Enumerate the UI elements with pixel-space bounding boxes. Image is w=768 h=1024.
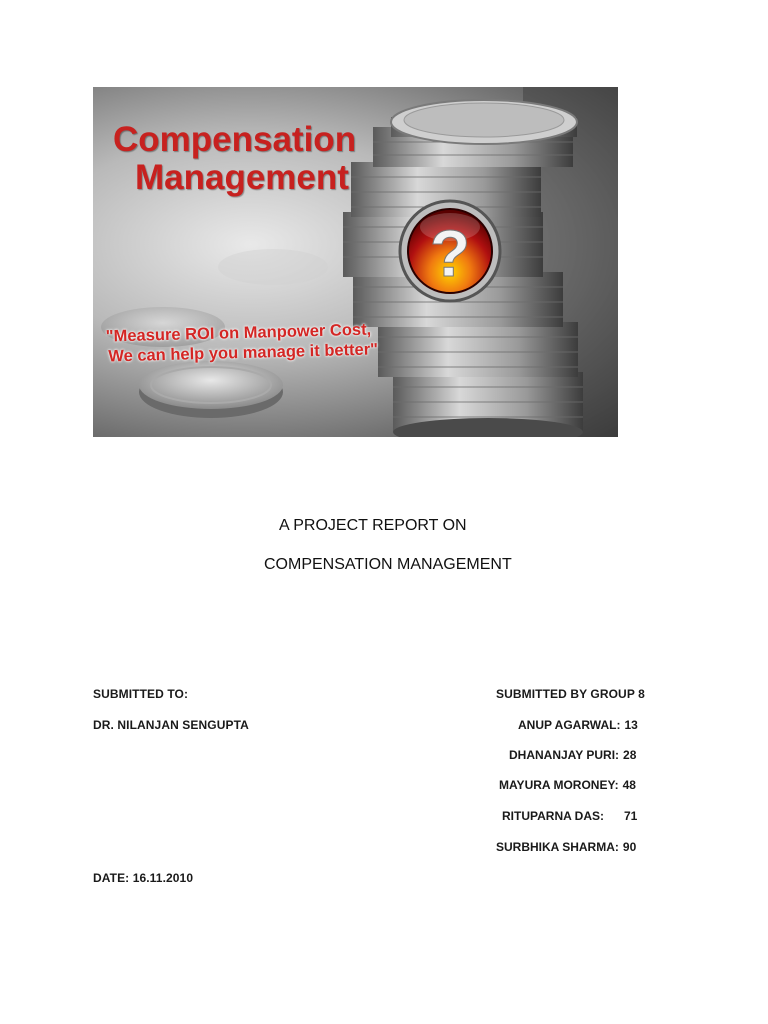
- report-heading-line1: A PROJECT REPORT ON: [279, 517, 467, 534]
- member-name: DHANANJAY PURI:: [509, 748, 620, 762]
- cover-tagline-line2: We can help you manage it better": [108, 340, 379, 366]
- report-heading-line2: COMPENSATION MANAGEMENT: [264, 556, 512, 573]
- member-roll: 48: [622, 778, 636, 792]
- member-name: RITUPARNA DAS:: [502, 809, 604, 823]
- submitted-by-label: SUBMITTED BY GROUP 8: [496, 687, 645, 701]
- member-row: [509, 748, 636, 762]
- member-roll: 13: [624, 718, 638, 732]
- member-row: [496, 840, 636, 854]
- member-row: [502, 809, 637, 823]
- submitted-to-name: DR. NILANJAN SENGUPTA: [93, 718, 249, 732]
- submitted-to-label: SUBMITTED TO:: [93, 687, 189, 701]
- report-date: DATE: 16.11.2010: [93, 871, 194, 885]
- member-name: MAYURA MORONEY:: [499, 778, 619, 792]
- cover-tagline: [106, 319, 379, 366]
- member-row: [518, 718, 638, 732]
- cover-title-line1: Compensation: [113, 120, 357, 159]
- question-mark-icon: [400, 201, 500, 301]
- member-row: [499, 778, 636, 792]
- cover-title: [113, 121, 356, 197]
- member-roll: 90: [622, 840, 637, 854]
- cover-title-line2: Management: [135, 158, 349, 197]
- member-roll: 28: [623, 748, 637, 762]
- svg-text:?: ?: [429, 216, 471, 290]
- cover-tagline-line1: "Measure ROI on Manpower Cost,: [105, 320, 372, 346]
- cover-image: [93, 87, 618, 437]
- member-roll: 71: [624, 809, 638, 823]
- member-name: ANUP AGARWAL:: [518, 718, 621, 732]
- member-name: SURBHIKA SHARMA:: [496, 840, 619, 854]
